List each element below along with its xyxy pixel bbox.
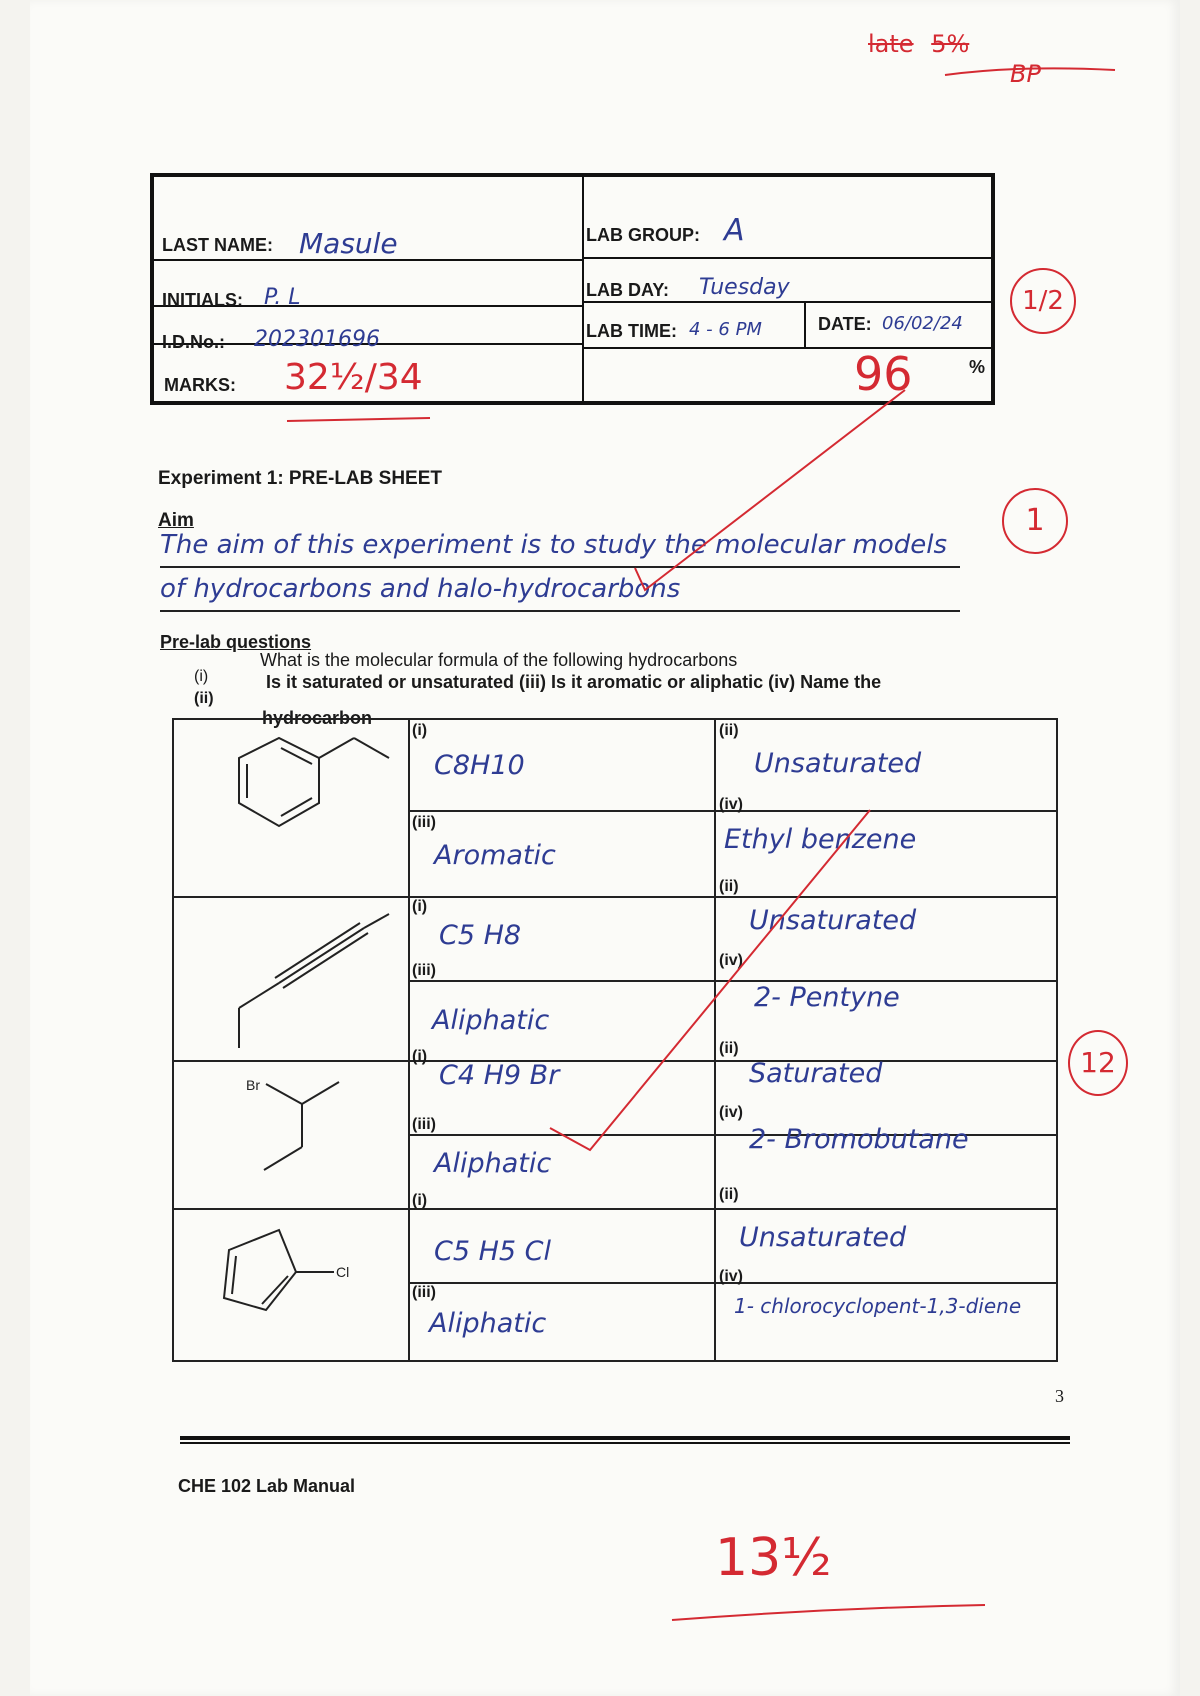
experiment-title: Experiment 1: PRE-LAB SHEET — [158, 468, 442, 489]
chlorine-label: Cl — [336, 1264, 350, 1280]
aim-line-2: of hydrocarbons and halo-hydrocarbons — [160, 574, 681, 604]
row2-label-iii: (iii) — [412, 962, 436, 979]
row4-label-iv: (iv) — [719, 1268, 743, 1285]
late-word: late — [868, 30, 914, 58]
row1-label-ii: (ii) — [719, 722, 739, 739]
footer-rule — [180, 1436, 1070, 1440]
row1-formula: C8H10 — [434, 750, 525, 781]
q2-number: (ii) — [194, 690, 214, 707]
row3-label-ii: (ii) — [719, 1040, 739, 1057]
percent-sign: % — [969, 357, 986, 377]
row3-label-iii: (iii) — [412, 1116, 436, 1133]
total-grade: 13½ — [715, 1528, 832, 1588]
lab-day-value: Tuesday — [699, 275, 790, 300]
row1-label-iii: (iii) — [412, 814, 436, 831]
row4-label-i: (i) — [412, 1192, 428, 1209]
id-label: I.D.No.: — [162, 332, 225, 352]
table-score-circle: 12 — [1068, 1030, 1128, 1096]
total-underline — [670, 1600, 990, 1630]
row1-saturation: Unsaturated — [754, 748, 922, 779]
date-value: 06/02/24 — [882, 313, 963, 334]
percent-value: 96 — [854, 347, 913, 401]
aim-line-1: The aim of this experiment is to study the molecular models — [160, 530, 948, 560]
last-name-label: LAST NAME: — [162, 235, 273, 255]
page-number: 3 — [1055, 1386, 1064, 1406]
marks-label: MARKS: — [164, 375, 236, 395]
date-label: DATE: — [818, 314, 872, 334]
row3-type: Aliphatic — [434, 1148, 552, 1179]
marks-value: 32½/34 — [284, 357, 423, 398]
q1-text: What is the molecular formula of the following hydrocarbons — [260, 650, 738, 670]
row4-label-ii: (ii) — [719, 1186, 739, 1203]
row2-formula: C5 H8 — [439, 920, 522, 951]
row4-type: Aliphatic — [429, 1308, 547, 1339]
initials-label: INITIALS: — [162, 290, 243, 310]
lab-group-label: LAB GROUP: — [586, 225, 700, 245]
row2-label-iv: (iv) — [719, 952, 743, 969]
row1-label-i: (i) — [412, 722, 428, 739]
row2-saturation: Unsaturated — [749, 905, 917, 936]
row4-saturation: Unsaturated — [739, 1222, 907, 1253]
q2-text: Is it saturated or unsaturated (iii) Is it aromatic or aliphatic (iv) Name the — [266, 672, 882, 692]
bromine-label: Br — [246, 1077, 260, 1093]
marker-initials: BP — [1010, 60, 1041, 88]
id-value: 202301696 — [254, 327, 380, 352]
footer-title: CHE 102 Lab Manual — [178, 1476, 356, 1496]
late-percent: 5% — [931, 30, 970, 58]
aim-score-circle: 1 — [1002, 488, 1068, 554]
row3-label-iv: (iv) — [719, 1104, 743, 1121]
lab-time-label: LAB TIME: — [586, 321, 677, 341]
lab-day-label: LAB DAY: — [586, 280, 670, 300]
row1-name: Ethyl benzene — [724, 824, 917, 855]
lab-time-value: 4 - 6 PM — [689, 319, 762, 340]
row4-name: 1- chlorocyclopent-1,3-diene — [734, 1294, 1022, 1318]
row2-label-i: (i) — [412, 898, 428, 915]
row4-label-iii: (iii) — [412, 1284, 436, 1301]
initials-value: P. L — [264, 285, 301, 310]
row3-name: 2- Bromobutane — [749, 1124, 969, 1155]
prelab-heading: Pre-lab questions — [160, 632, 312, 652]
lab-group-value: A — [724, 213, 745, 248]
aim-heading: Aim — [158, 510, 194, 531]
last-name-value: Masule — [299, 227, 398, 260]
row4-formula: C5 H5 Cl — [434, 1236, 552, 1267]
row2-label-ii: (ii) — [719, 878, 739, 895]
row3-saturation: Saturated — [749, 1058, 883, 1089]
row3-label-i: (i) — [412, 1048, 428, 1065]
header-score-circle: 1/2 — [1010, 268, 1076, 334]
row1-label-iv: (iv) — [719, 796, 743, 813]
q1-number: (i) — [194, 668, 209, 685]
row3-formula: C4 H9 Br — [439, 1060, 560, 1091]
row2-name: 2- Pentyne — [754, 982, 900, 1013]
row1-type: Aromatic — [434, 840, 556, 871]
q2-text-cont: hydrocarbon — [262, 708, 373, 728]
row2-type: Aliphatic — [432, 1005, 550, 1036]
